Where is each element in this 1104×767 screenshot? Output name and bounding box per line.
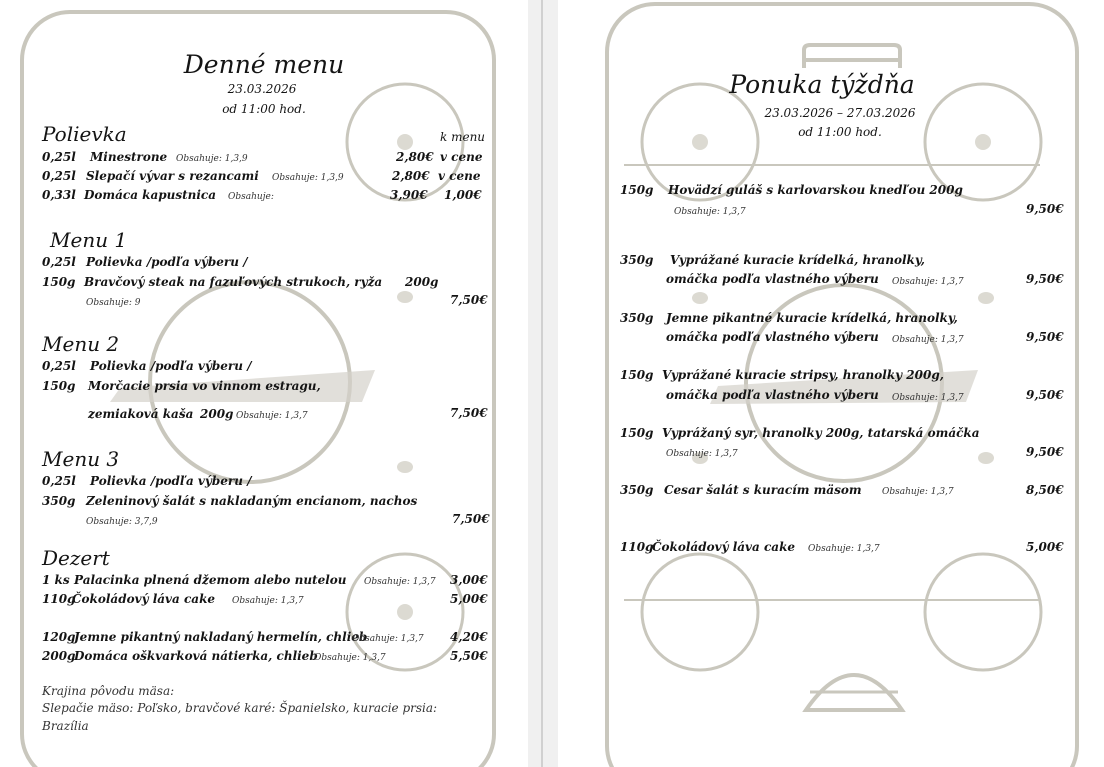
- menu3-main: Zeleninový šalát s nakladaným encianom, nachos: [86, 494, 418, 508]
- menu2-soup: Polievka /podľa výberu /: [90, 359, 252, 373]
- menu1-heading: Menu 1: [50, 228, 128, 252]
- origin-title: Krajina pôvodu mäsa:: [42, 684, 175, 698]
- page-gutter: [528, 0, 558, 767]
- menu1-soup: Polievka /podľa výberu /: [86, 255, 248, 269]
- dessert-heading: Dezert: [42, 546, 110, 570]
- k-menu-label: k menu: [440, 130, 486, 144]
- menu2-main: Morčacie prsia vo vinnom estragu,: [88, 379, 321, 393]
- soup-heading: Polievka: [42, 122, 127, 146]
- left-time: od 11:00 hod.: [222, 102, 306, 116]
- menu1-price: 7,50€: [450, 293, 488, 307]
- left-date: 23.03.2026: [227, 82, 297, 96]
- menu2-price: 7,50€: [450, 406, 488, 420]
- right-dates: 23.03.2026 – 27.03.2026: [764, 106, 916, 120]
- left-page-menu: Denné menu 23.03.2026 od 11:00 hod. Polievka k menu 0,25l Minestrone Obsahuje: 1,3,9 2,80€ v cene 0,25l Slepačí vývar s rezancami Obsahuje: 1,3,9 2,80€ v cene 0,33l Domáca kapustnica Obsahuje: 3,90€ 1,00€ Menu 1 0,25l Polievka /podľa výberu / 150g Bravčový steak na fazuľových strukoch, ryža 200g Obsahuje: 9 7,50€ Menu 2 0,25l Polievka /podľa výberu / 150g Morčacie prsia vo vinnom estragu, zemiaková kaša 200g Obsahuje: 1,3,7 7,50€ Menu 3 0,25l Polievka /podľa výberu / 350g Zeleninový šalát s nakladaným encianom, nachos Obsahuje: 3,7,9 7,50€ Dezert 1 ks Palacinka plnená džemom alebo nutelou Obsahuje: 1,3,7 3,00€ 110g Čokoládový láva cake Obsahuje: 1,3,7 5,00€ 120g Jemne pikantný nakladaný hermelín, chlieb Obsahuje: 1,3,7 4,20€ 200g Domáca oškvarková nátierka, chlieb Obsahuje: 1,3,7 5,50€ Krajina pôvodu mäsa: Slepačie mäso: Poľsko, bravčové karé: Španielsko, kuracie prsia: Brazília: [0, 0, 528, 767]
- menu3-soup: Polievka /podľa výberu /: [90, 474, 252, 488]
- right-page-weekly-offer: Ponuka týždňa 23.03.2026 – 27.03.2026 od 11:00 hod. 150g Hovädzí guláš s karlovarskou knedľou 200g Obsahuje: 1,3,7 9,50€ 350g Vyprážané kuracie krídelká, hranolky, omáčka podľa vlastného výberu Obsahuje: 1,3,7 9,50€ 350g Jemne pikantné kuracie krídelká, hranolky, omáčka podľa vlastného výberu Obsahuje: 1,3,7 9,50€ 150g Vyprážané kuracie stripsy, hranolky 200g, omáčka podľa vlastného výberu Obsahuje: 1,3,7 9,50€ 150g Vyprážaný syr, hranolky 200g, tatarská omáčka Obsahuje: 1,3,7 9,50€ 350g Cesar šalát s kuracím mäsom Obsahuje: 1,3,7 8,50€ 110g Čokoládový láva cake Obsahuje: 1,3,7 5,00€: [558, 0, 1104, 767]
- menu1-main: Bravčový steak na fazuľových strukoch, ryža: [84, 275, 383, 289]
- menu2-heading: Menu 2: [42, 332, 120, 356]
- menu3-heading: Menu 3: [42, 447, 120, 471]
- origin-line: Brazília: [42, 719, 89, 733]
- menu3-price: 7,50€: [452, 512, 490, 526]
- left-title: Denné menu: [183, 50, 345, 79]
- right-title: Ponuka týždňa: [729, 70, 915, 99]
- origin-line: Slepačie mäso: Poľsko, bravčové karé: Španielsko, kuracie prsia:: [42, 701, 438, 715]
- page-divider: [541, 0, 543, 767]
- right-time: od 11:00 hod.: [798, 125, 882, 139]
